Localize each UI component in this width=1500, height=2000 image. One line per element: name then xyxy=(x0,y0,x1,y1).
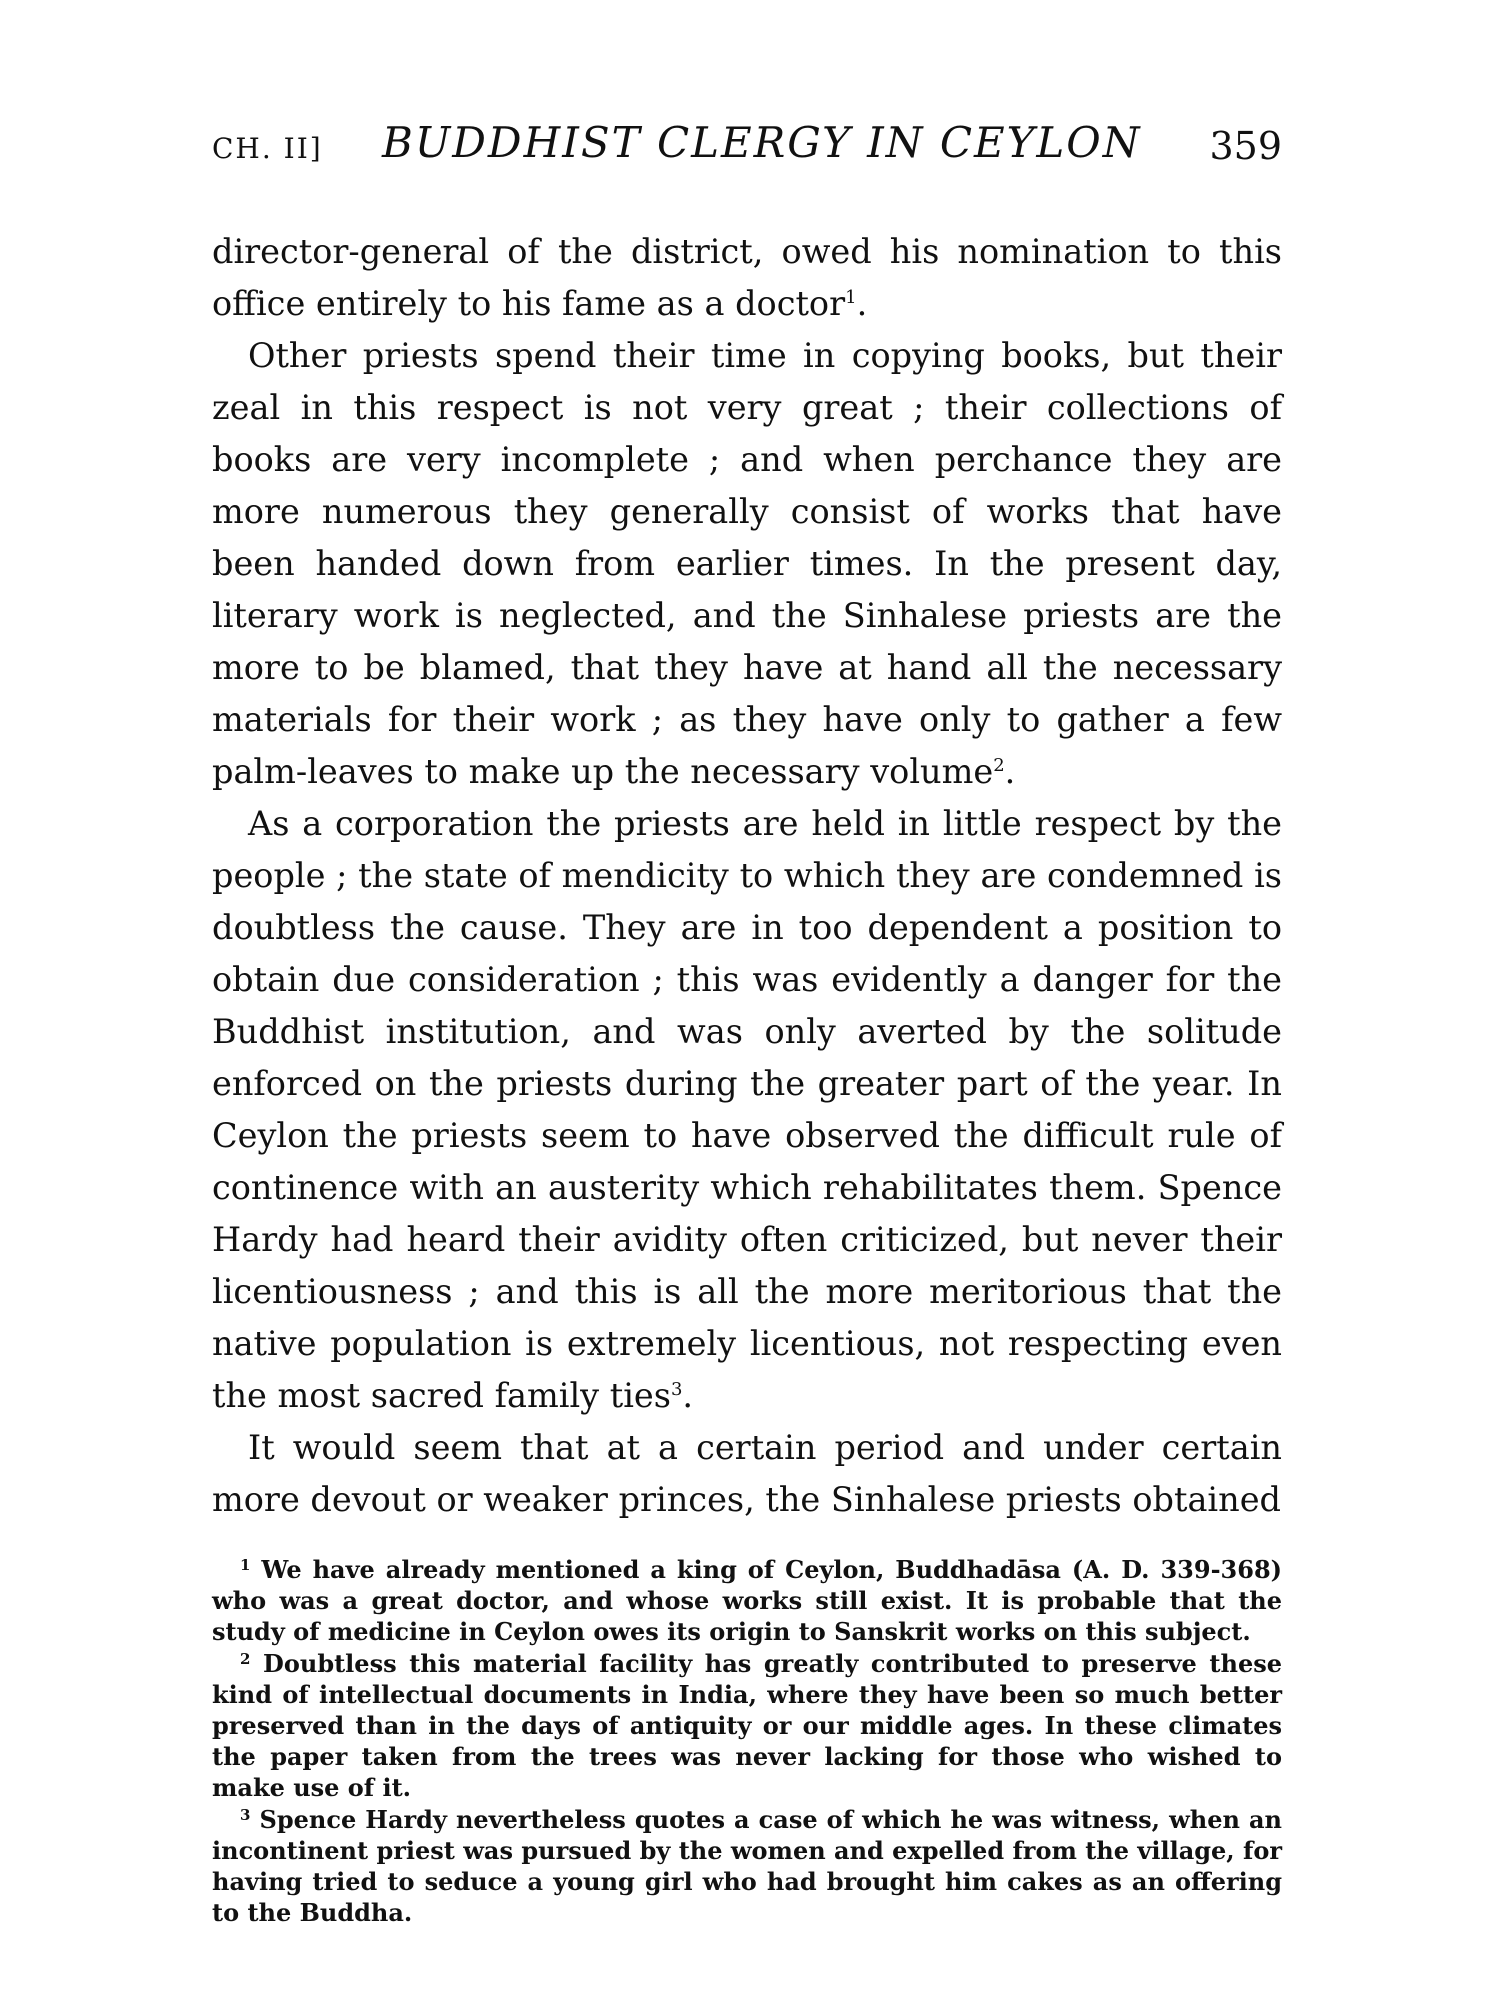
paragraph-4: It would seem that at a certain period and under certain more devout or weaker princes, the Sinhalese priests obtained xyxy=(212,1428,1282,1519)
chapter-label: CH. II] xyxy=(212,132,323,165)
footnote-2 xyxy=(212,1648,1282,1803)
footnote-marker-2: 2 xyxy=(240,1650,251,1668)
footnote-marker-1: 1 xyxy=(240,1556,251,1574)
footnote-ref-3: 3 xyxy=(670,1379,683,1400)
running-head xyxy=(212,118,1282,198)
paragraph-1-end: . xyxy=(856,284,868,323)
book-page xyxy=(212,118,1282,1978)
paragraph-1 xyxy=(212,226,1282,330)
page-header-title: BUDDHIST CLERGY IN CEYLON xyxy=(382,118,1142,167)
footnote-3 xyxy=(212,1804,1282,1928)
body-text xyxy=(212,226,1282,1526)
footnote-1 xyxy=(212,1554,1282,1647)
page-number: 359 xyxy=(1209,124,1282,168)
footnote-1-text: We have already mentioned a king of Ceylon, Buddhadāsa (A. D. 339-368) who was a great doctor, and whose works still exist. It is probable that the study of medicine in Ceylon owes its origin to Sanskrit works on this subject. xyxy=(212,1555,1282,1646)
paragraph-2 xyxy=(212,330,1282,798)
footnote-marker-3: 3 xyxy=(240,1806,251,1824)
footnote-2-text: Doubtless this material facility has greatly contributed to preserve these kind of intellectual documents in India, where they have been so much better preserved than in the days of antiquity or our middle ages. In these climates the paper taken from the trees was never lacking for those who wished to make use of it. xyxy=(212,1649,1283,1802)
paragraph-3 xyxy=(212,798,1282,1422)
paragraph-1-text: director-general of the district, owed his nomination to this office entirely to his fame as a doctor xyxy=(212,232,1282,323)
paragraph-3-end: . xyxy=(682,1376,694,1415)
footnotes xyxy=(212,1554,1282,1928)
paragraph-2-text: Other priests spend their time in copying books, but their zeal in this respect is not very great ; their collections of books are very incomplete ; and when perchance they are more numerous they generally consist of works that have been handed down from earlier times. In the present day, literary work is neglected, and the Sinhalese priests are the more to be blamed, that they have at hand all the necessary materials for their work ; as they have only to gather a few palm-leaves to make up the necessary volume xyxy=(212,336,1282,791)
footnote-3-text: Spence Hardy nevertheless quotes a case of which he was witness, when an incontinent priest was pursued by the women and expelled from the village, for having tried to seduce a young girl who had brought him cakes as an offering to the Buddha. xyxy=(212,1805,1282,1927)
paragraph-3-text: As a corporation the priests are held in little respect by the people ; the state of mendicity to which they are condemned is doubtless the cause. They are in too dependent a position to obtain due consideration ; this was evidently a danger for the Buddhist institution, and was only averted by the solitude enforced on the priests during the greater part of the year. In Ceylon the priests seem to have observed the difficult rule of continence with an austerity which rehabilitates them. Spence Hardy had heard their avidity often criticized, but never their licentiousness ; and this is all the more meritorious that the native population is extremely licentious, not respecting even the most sacred family ties xyxy=(212,804,1282,1415)
footnote-ref-2: 2 xyxy=(993,755,1005,776)
footnote-ref-1: 1 xyxy=(845,287,857,308)
paragraph-2-end: . xyxy=(1004,752,1016,791)
